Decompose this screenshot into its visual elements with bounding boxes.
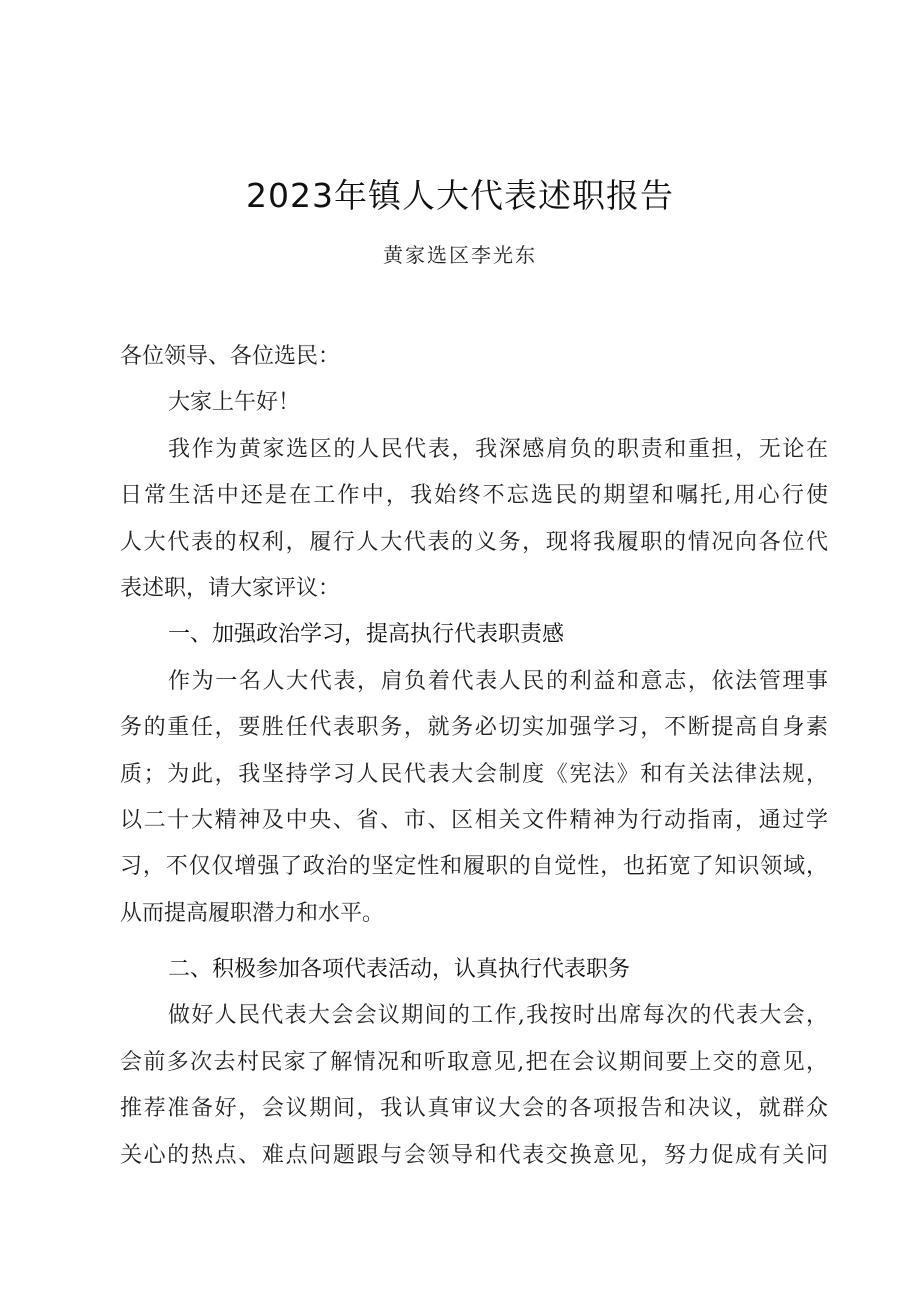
paragraph-line: 务的重任，要胜任代表职务，就务必切实加强学习，不断提高自身素 — [120, 715, 828, 741]
paragraph-line: 作为一名人大代表，肩负着代表人民的利益和意志，依法管理事 — [168, 668, 828, 694]
greeting: 大家上午好！ — [168, 390, 301, 416]
document-author: 黄家选区李光东 — [383, 243, 537, 267]
paragraph-line: 日常生活中还是在工作中，我始终不忘选民的期望和嘱托,用心行使 — [120, 483, 828, 509]
paragraph-line: 以二十大精神及中央、省、市、区相关文件精神为行动指南，通过学 — [120, 807, 828, 833]
paragraph-line: 从而提高履职潜力和水平。 — [120, 900, 385, 926]
document-title: 2023年镇人大代表述职报告 — [246, 176, 674, 215]
spacer — [120, 937, 828, 947]
document-body — [120, 334, 828, 1179]
paragraph-line: 我作为黄家选区的人民代表，我深感肩负的职责和重担，无论在 — [168, 436, 828, 462]
paragraph-line: 推荐准备好，会议期间，我认真审议大会的各项报告和决议，就群众 — [120, 1096, 828, 1122]
intro-paragraph — [120, 427, 828, 613]
section-heading-1: 一、加强政治学习，提高执行代表职责感 — [168, 622, 565, 648]
paragraph-line: 关心的热点、难点问题跟与会领导和代表交换意见，努力促成有关问 — [120, 1142, 828, 1168]
paragraph-line: 习，不仅仅增强了政治的坚定性和履职的自觉性，也拓宽了知识领域， — [120, 854, 828, 880]
paragraph-line: 表述职，请大家评议： — [120, 575, 341, 601]
paragraph-line: 质；为此，我坚持学习人民代表大会制度《宪法》和有关法律法规， — [120, 761, 828, 787]
section-1-paragraph — [120, 659, 828, 937]
paragraph-line: 会前多次去村民家了解情况和听取意见,把在会议期间要上交的意见， — [120, 1049, 828, 1075]
section-2-paragraph — [120, 993, 828, 1179]
salutation: 各位领导、各位选民： — [120, 344, 341, 369]
paragraph-line: 人大代表的权利，履行人大代表的义务，现将我履职的情况向各位代 — [120, 529, 828, 555]
paragraph-line: 做好人民代表大会会议期间的工作,我按时出席每次的代表大会， — [168, 1003, 828, 1029]
section-heading-2: 二、积极参加各项代表活动，认真执行代表职务 — [168, 957, 631, 983]
